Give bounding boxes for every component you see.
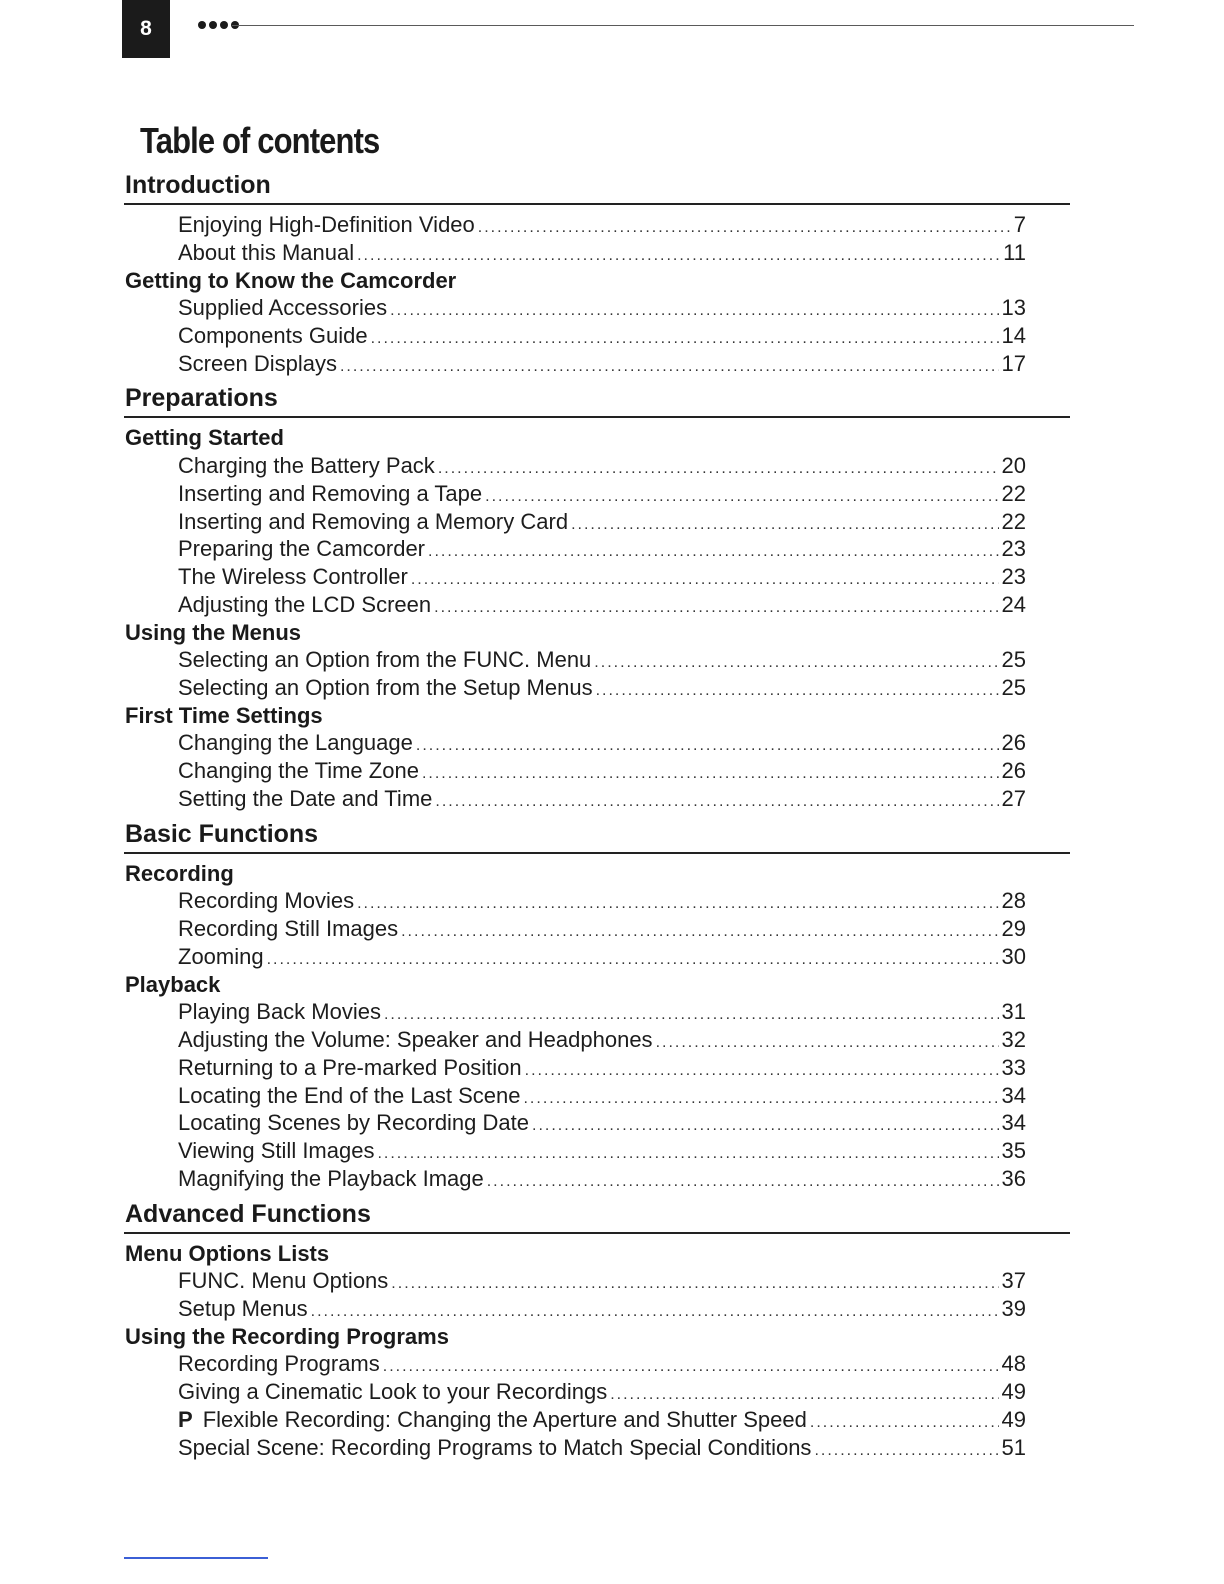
toc-entry-text: Recording Movies: [178, 888, 355, 914]
toc-entry-page: 26: [1001, 758, 1026, 784]
dot-leader: [532, 1112, 999, 1140]
toc-entry[interactable]: [124, 508, 1070, 536]
toc-entry[interactable]: [124, 1434, 1070, 1462]
toc-entry-text: Enjoying High-Definition Video: [178, 212, 475, 237]
chapter-heading: Advanced Functions: [124, 1200, 1070, 1234]
toc-entry-page: 49: [1001, 1379, 1026, 1405]
dot-leader: [525, 1057, 999, 1085]
toc-entry-text: Inserting and Removing a Memory Card: [178, 508, 569, 534]
toc-entry[interactable]: [124, 350, 1070, 378]
toc-entry[interactable]: [124, 452, 1070, 480]
toc-entry-page: 34: [1001, 1082, 1026, 1108]
toc-entry-label: [178, 480, 482, 508]
subsection-heading: Using the Menus: [125, 619, 302, 645]
toc-entry[interactable]: [124, 211, 1070, 239]
program-mode-p-icon: P: [178, 1406, 193, 1432]
dot-leader: [311, 1298, 999, 1326]
dot-leader: [401, 918, 998, 946]
dot-leader: [594, 649, 998, 677]
dot-leader: [411, 566, 999, 594]
toc-entry-label: [178, 1054, 522, 1082]
dot-leader: [487, 1168, 999, 1196]
toc-entry-page: 31: [1001, 999, 1026, 1025]
toc-entry-text: Selecting an Option from the FUNC. Menu: [178, 647, 592, 673]
toc-entry-page: 29: [1001, 916, 1026, 942]
dot-leader: [610, 1381, 998, 1409]
subsection-heading: Getting Started: [125, 425, 284, 451]
toc-entry-label: [178, 1165, 484, 1193]
dot-leader: [422, 760, 999, 788]
toc-entry[interactable]: [124, 535, 1070, 563]
toc-entry-text: Viewing Still Images: [178, 1138, 375, 1164]
header-dot: [209, 21, 217, 29]
page-title: Table of contents: [140, 120, 380, 161]
table-of-contents: [124, 171, 1070, 1462]
toc-entry[interactable]: [124, 563, 1070, 591]
toc-entry[interactable]: [124, 1082, 1070, 1110]
toc-entry-text: Inserting and Removing a Tape: [178, 480, 483, 506]
toc-entry-label: [178, 757, 419, 785]
subsection-heading: Menu Options Lists: [125, 1240, 330, 1266]
dot-leader: [435, 788, 998, 816]
dot-leader: [428, 538, 999, 566]
toc-entry[interactable]: [124, 1109, 1070, 1137]
toc-entry-text: Preparing the Camcorder: [178, 536, 426, 562]
footer-rule: [124, 1557, 268, 1559]
dot-leader: [656, 1029, 999, 1057]
toc-entry-label: [178, 1267, 388, 1295]
toc-entry-page: 13: [1001, 295, 1026, 321]
toc-entry-label: [178, 887, 354, 915]
toc-entry-label: [178, 508, 568, 536]
toc-entry-text: Returning to a Pre-marked Position: [178, 1054, 522, 1080]
chapter-heading: Basic Functions: [124, 820, 1070, 854]
toc-entry[interactable]: [124, 1026, 1070, 1054]
toc-entry[interactable]: [124, 1137, 1070, 1165]
toc-entry-text: Flexible Recording: Changing the Aperture and Shutter Speed: [202, 1406, 807, 1432]
toc-entry-text: FUNC. Menu Options: [178, 1268, 389, 1294]
toc-entry-label: [178, 943, 264, 971]
toc-entry[interactable]: [124, 1165, 1070, 1193]
toc-entry[interactable]: [124, 757, 1070, 785]
subsection-heading: Getting to Know the Camcorder: [125, 267, 457, 293]
toc-entry-page: 36: [1001, 1165, 1026, 1191]
toc-entry-page: 27: [1001, 785, 1026, 811]
toc-entry-page: 23: [1001, 564, 1026, 590]
toc-entry-page: 39: [1001, 1296, 1026, 1322]
toc-entry-text: Adjusting the Volume: Speaker and Headphones: [178, 1026, 653, 1052]
toc-entry-label: [178, 1295, 308, 1323]
toc-entry-label: [178, 211, 475, 239]
toc-entry-label: [178, 591, 431, 619]
toc-entry-page: 32: [1001, 1026, 1026, 1052]
toc-entry-text: Locating the End of the Last Scene: [178, 1082, 521, 1108]
toc-entry-text: Components Guide: [178, 322, 368, 348]
toc-entry[interactable]: [124, 943, 1070, 971]
dot-leader: [523, 1085, 998, 1113]
toc-entry-page: 24: [1001, 591, 1026, 617]
toc-entry-page: 25: [1001, 675, 1026, 701]
toc-entry-page: 26: [1001, 730, 1026, 756]
page-number-tab: 8: [122, 0, 170, 58]
toc-chapter-section: [124, 1200, 1070, 1462]
chapter-heading: Introduction: [124, 171, 1070, 205]
toc-entry-text: Playing Back Movies: [178, 999, 381, 1025]
toc-entry-text: Setting the Date and Time: [178, 785, 433, 811]
toc-entry-page: 30: [1001, 943, 1026, 969]
header-rule: [232, 25, 1134, 26]
dot-leader: [383, 1353, 999, 1381]
toc-entry-page: 7: [1013, 212, 1026, 237]
toc-entry-label: [178, 294, 387, 322]
toc-entry[interactable]: [124, 294, 1070, 322]
toc-entry-label: [178, 1378, 607, 1406]
toc-entry-page: 35: [1001, 1138, 1026, 1164]
toc-entry-label: [178, 915, 398, 943]
toc-entry-label: [178, 452, 435, 480]
toc-entry-label: [178, 1109, 529, 1137]
toc-entry-page: 20: [1001, 452, 1026, 478]
dot-leader: [371, 325, 999, 353]
toc-chapter-section: [124, 171, 1070, 377]
dot-leader: [810, 1409, 999, 1437]
toc-entry-text: Locating Scenes by Recording Date: [178, 1110, 529, 1136]
toc-entry-page: 28: [1001, 888, 1026, 914]
toc-entry[interactable]: [124, 480, 1070, 508]
toc-entry-label: [178, 1406, 807, 1434]
toc-entry[interactable]: [124, 1295, 1070, 1323]
toc-entry-text: Supplied Accessories: [178, 295, 388, 321]
toc-entry-text: Magnifying the Playback Image: [178, 1165, 484, 1191]
toc-entry-text: Giving a Cinematic Look to your Recordings: [178, 1379, 608, 1405]
toc-entry-text: Changing the Language: [178, 730, 413, 756]
toc-entry-label: [178, 998, 381, 1026]
toc-entry-label: [178, 322, 368, 350]
dot-leader: [434, 594, 998, 622]
toc-chapter-section: [124, 384, 1070, 812]
toc-entry[interactable]: [124, 998, 1070, 1026]
toc-entry-page: 23: [1001, 536, 1026, 562]
toc-entry-label: [178, 350, 337, 378]
toc-entry-page: 22: [1001, 508, 1026, 534]
dot-leader: [416, 732, 999, 760]
toc-entry-text: Selecting an Option from the Setup Menus: [178, 675, 593, 701]
dot-leader: [390, 297, 998, 325]
dot-leader: [340, 353, 999, 381]
toc-entry-text: Adjusting the LCD Screen: [178, 591, 432, 617]
dot-leader: [357, 242, 1000, 270]
toc-entry[interactable]: [124, 591, 1070, 619]
dot-leader: [438, 455, 999, 483]
subsection-heading: Playback: [125, 971, 221, 997]
toc-entry-text: Zooming: [178, 943, 264, 969]
toc-entry[interactable]: [124, 1406, 1070, 1434]
toc-entry-page: 17: [1001, 350, 1026, 376]
toc-entry[interactable]: [124, 887, 1070, 915]
toc-entry-label: [178, 535, 425, 563]
toc-entry-text: Charging the Battery Pack: [178, 452, 435, 478]
dot-leader: [814, 1437, 998, 1465]
toc-entry[interactable]: [124, 785, 1070, 813]
toc-entry-text: Changing the Time Zone: [178, 758, 419, 784]
toc-entry-text: Special Scene: Recording Programs to Match Special Conditions: [178, 1434, 812, 1460]
header-dot: [198, 21, 206, 29]
header-dot: [220, 21, 228, 29]
toc-entry-label: [178, 1026, 653, 1054]
toc-entry[interactable]: [124, 239, 1070, 267]
toc-entry-page: 51: [1001, 1434, 1026, 1460]
toc-entry-label: [178, 239, 354, 267]
toc-entry-page: 14: [1001, 322, 1026, 348]
toc-entry[interactable]: [124, 1378, 1070, 1406]
subsection-heading: Recording: [125, 860, 234, 886]
dot-leader: [485, 483, 998, 511]
toc-entry-text: Setup Menus: [178, 1296, 308, 1322]
toc-entry-page: 33: [1001, 1054, 1026, 1080]
toc-entry-page: 25: [1001, 647, 1026, 673]
toc-entry-page: 37: [1001, 1268, 1026, 1294]
toc-entry-label: [178, 1350, 380, 1378]
toc-chapter-section: [124, 820, 1070, 1193]
dot-leader: [357, 890, 998, 918]
toc-entry[interactable]: [124, 674, 1070, 702]
toc-entry[interactable]: [124, 646, 1070, 674]
dot-leader: [596, 677, 999, 705]
dot-leader: [571, 511, 998, 539]
toc-entry-label: [178, 563, 408, 591]
toc-entry-text: About this Manual: [178, 239, 355, 265]
dot-leader: [478, 214, 1011, 242]
toc-entry-label: [178, 674, 593, 702]
toc-entry-text: Screen Displays: [178, 350, 337, 376]
dot-leader: [267, 946, 999, 974]
toc-entry-label: [178, 1137, 374, 1165]
toc-entry-page: 22: [1001, 480, 1026, 506]
dot-leader: [377, 1140, 998, 1168]
toc-entry-label: [178, 646, 591, 674]
chapter-heading: Preparations: [124, 384, 1070, 418]
toc-entry-label: [178, 785, 432, 813]
dot-leader: [384, 1001, 999, 1029]
dot-leader: [391, 1270, 998, 1298]
toc-entry[interactable]: [124, 1054, 1070, 1082]
toc-entry[interactable]: [124, 915, 1070, 943]
toc-entry-text: Recording Still Images: [178, 916, 399, 942]
toc-entry-page: 48: [1001, 1351, 1026, 1377]
subsection-heading: Using the Recording Programs: [125, 1323, 449, 1349]
toc-entry[interactable]: [124, 322, 1070, 350]
toc-entry[interactable]: [124, 729, 1070, 757]
toc-entry-label: [178, 1082, 520, 1110]
toc-entry-page: 49: [1001, 1406, 1026, 1432]
toc-entry-page: 11: [1003, 239, 1026, 265]
toc-entry-text: The Wireless Controller: [178, 564, 408, 590]
toc-entry-text: Recording Programs: [178, 1351, 380, 1377]
toc-entry-label: [178, 1434, 811, 1462]
toc-entry-page: 34: [1001, 1110, 1026, 1136]
subsection-heading: First Time Settings: [125, 702, 323, 728]
toc-entry[interactable]: [124, 1350, 1070, 1378]
toc-entry[interactable]: [124, 1267, 1070, 1295]
toc-entry-label: [178, 729, 413, 757]
